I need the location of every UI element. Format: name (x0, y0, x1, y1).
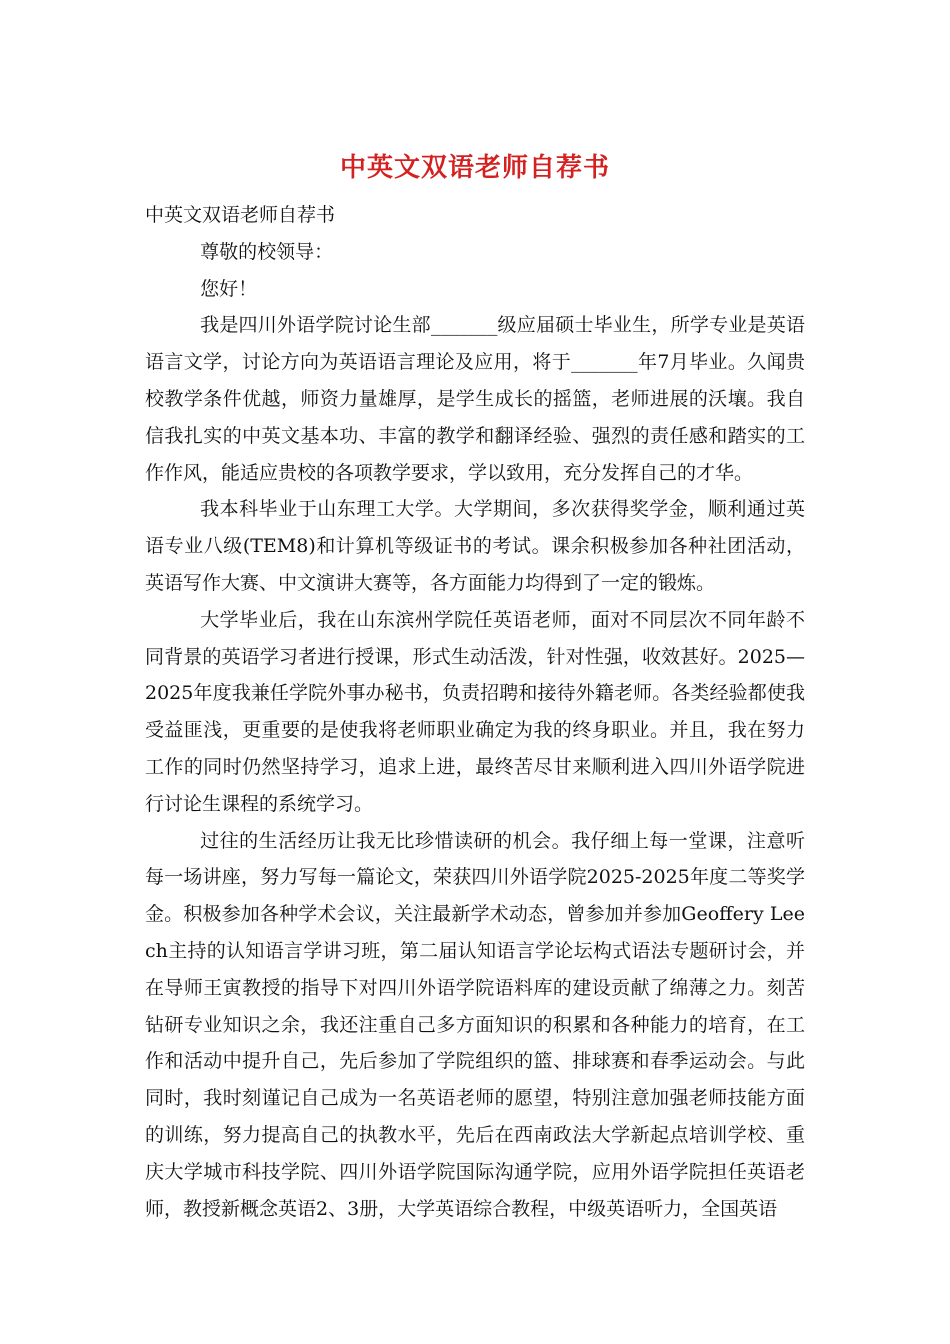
document-title: 中英文双语老师自荐书 (339, 153, 610, 183)
greeting: 您好！ (200, 277, 258, 300)
paragraph-introduction: 我是四川外语学院讨论生部_______级应届硕士毕业生，所学专业是英语语言文学，讨论方向为英语语言理论及应用，将于_______年7月毕业。久闻贵校教学条件优越，师资力量雄厚，是学生成长的摇篮，老师进展的沃壤。我自信我扎实的中英文基本功、丰富的教学和翻译经验、强烈的责任感和踏实的工作作风，能适应贵校的各项教学要求，学以致用，充分发挥自己的才华。 (145, 314, 805, 484)
paragraph-teaching-experience: 大学毕业后，我在山东滨州学院任英语老师，面对不同层次不同年龄不同背景的英语学习者进行授课，形式生动活泼，针对性强，收效甚好。2025—2025年度我兼任学院外事办秘书，负责招聘和接待外籍老师。各类经验都使我受益匪浅，更重要的是使我将老师职业确定为我的终身职业。并且，我在努力工作的同时仍然坚持学习，追求上进，最终苦尽甘来顺利进入四川外语学院进行讨论生课程的系统学习。 (145, 608, 805, 815)
document-body (145, 197, 805, 1227)
salutation: 尊敬的校领导： (200, 240, 334, 263)
heading-line: 中英文双语老师自荐书 (145, 204, 336, 226)
paragraph-undergraduate: 我本科毕业于山东理工大学。大学期间，多次获得奖学金，顺利通过英语专业八级(TEM8)和计算机等级证书的考试。课余积极参加各种社团活动，英语写作大赛、中文演讲大赛等，各方面能力均得到了一定的锻炼。 (145, 498, 805, 594)
paragraph-graduate-study: 过往的生活经历让我无比珍惜读研的机会。我仔细上每一堂课，注意听每一场讲座，努力写每一篇论文，荣获四川外语学院2025-2025年度二等奖学金。积极参加各种学术会议，关注最新学术动态，曾参加并参加Geoffery Leech主持的认知语言学讲习班，第二届认知语言学论坛构式语法专题研讨会，并在导师王寅教授的指导下对四川外语学院语料库的建设贡献了绵薄之力。刻苦钻研专业知识之余，我还注重自己多方面知识的积累和各种能力的培育，在工作和活动中提升自己，先后参加了学院组织的篮、排球赛和春季运动会。与此同时，我时刻谨记自己成为一名英语老师的愿望，特别注意加强老师技能方面的训练，努力提高自己的执教水平，先后在西南政法大学新起点培训学校、重庆大学城市科技学院、四川外语学院国际沟通学院，应用外语学院担任英语老师，教授新概念英语2、3册，大学英语综合教程，中级英语听力，全国英语 (145, 829, 805, 1220)
